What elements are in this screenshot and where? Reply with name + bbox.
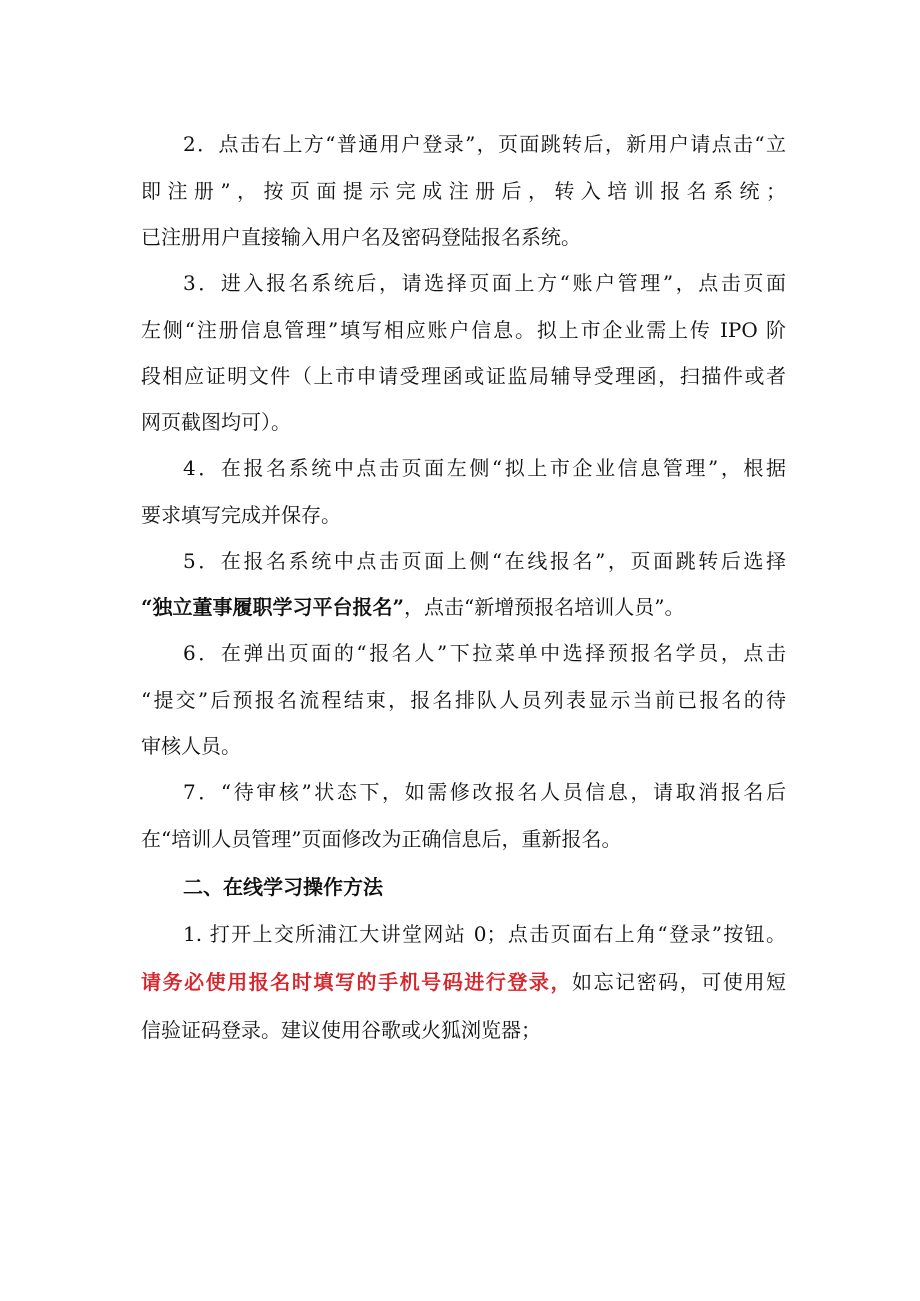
- step6-line1: 6．在弹出页面的“报名人”下拉菜单中选择预报名学员，点击: [183, 641, 786, 665]
- step7-line2: 在“培训人员管理”页面修改为正确信息后，重新报名。: [141, 827, 622, 851]
- phone-login-warning: 请务必使用报名时填写的手机号码进行登录，: [141, 970, 573, 994]
- step5-line1: 5．在报名系统中点击页面上侧“在线报名”，页面跳转后选择: [183, 549, 786, 573]
- step3-line4: 网页截图均可）。: [141, 410, 291, 434]
- step4-line2: 要求填写完成并保存。: [141, 503, 341, 527]
- section2-heading: 二、在线学习操作方法: [183, 875, 383, 899]
- step5-line2-rest: ，点击“新增预报名培训人员”。: [404, 595, 685, 619]
- step2-line1: 2．点击右上方“普通用户登录”，页面跳转后，新用户请点击“立: [183, 132, 786, 156]
- section2-line2: [141, 966, 786, 998]
- step2-line2: 即注册”，按页面提示完成注册后，转入培训报名系统；: [141, 179, 786, 203]
- section2-line1: 1. 打开上交所浦江大讲堂网站 0；点击页面右上角“登录”按钮。: [183, 922, 786, 946]
- step2-line3: 已注册用户直接输入用户名及密码登陆报名系统。: [141, 225, 581, 249]
- step3-line3: 段相应证明文件（上市申请受理函或证监局辅导受理函，扫描件或者: [141, 364, 786, 388]
- step5-line2: [141, 591, 786, 623]
- step6-line2: “提交”后预报名流程结束，报名排队人员列表显示当前已报名的待: [141, 688, 786, 712]
- platform-name-emphasis: “独立董事履职学习平台报名”: [141, 595, 405, 619]
- section2-line3: 信验证码登录。建议使用谷歌或火狐浏览器；: [141, 1018, 541, 1042]
- step4-line1: 4．在报名系统中点击页面左侧“拟上市企业信息管理”，根据: [183, 456, 786, 480]
- step7-line1: 7．“待审核”状态下，如需修改报名人员信息，请取消报名后: [183, 780, 786, 804]
- section2-line2-rest: 如忘记密码，可使用短: [572, 970, 787, 994]
- step6-line3: 审核人员。: [141, 734, 241, 758]
- step3-line1: 3．进入报名系统后，请选择页面上方“账户管理”，点击页面: [183, 271, 786, 295]
- step3-line2: 左侧“注册信息管理”填写相应账户信息。拟上市企业需上传 IPO 阶: [141, 318, 786, 342]
